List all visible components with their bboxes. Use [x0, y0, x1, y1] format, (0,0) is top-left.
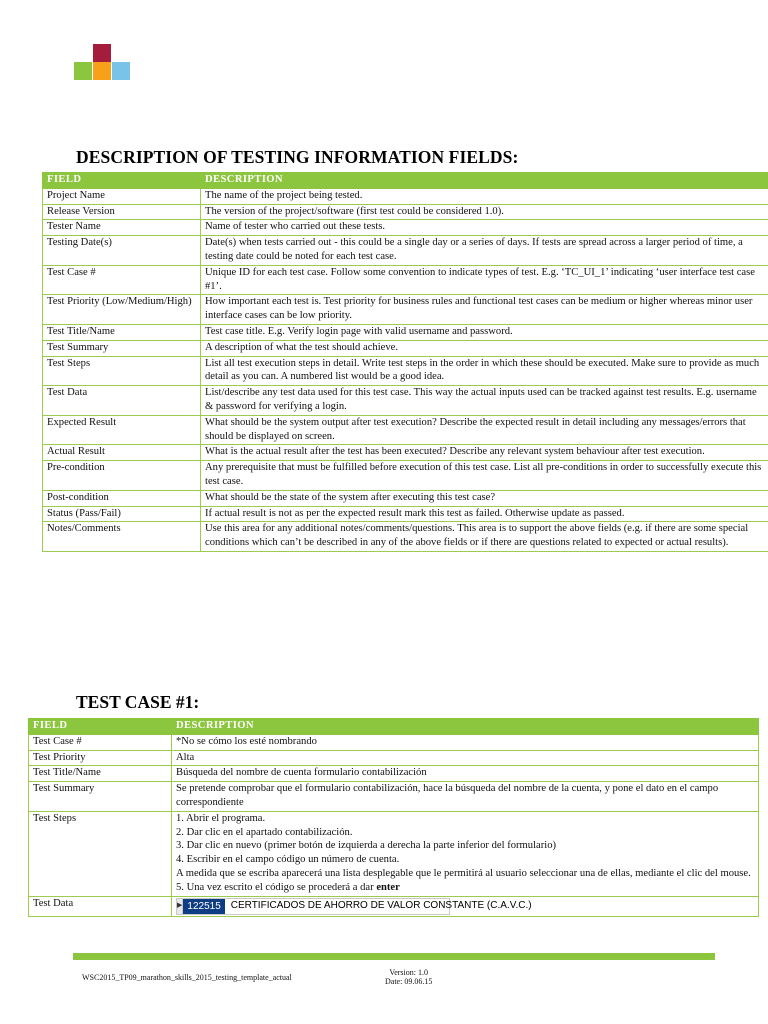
- step-line: 4. Escribir en el campo código un número de cuenta.: [176, 854, 400, 866]
- test-data-cell: [172, 896, 759, 916]
- step-line: 2. Dar clic en el apartado contabilización.: [176, 826, 353, 838]
- test-case-table: [28, 718, 759, 917]
- field-cell: Notes/Comments: [43, 522, 201, 552]
- table-row: [29, 750, 759, 766]
- logo-red-square: [93, 44, 111, 62]
- field-cell: Test Steps: [43, 356, 201, 386]
- field-cell: Test Data: [43, 386, 201, 416]
- description-cell: The version of the project/software (first test could be considered 1.0).: [201, 204, 768, 220]
- field-cell: Test Steps: [29, 811, 172, 896]
- field-cell: Post-condition: [43, 490, 201, 506]
- table-row: [43, 340, 768, 356]
- description-cell: What should be the state of the system after executing this test case?: [201, 490, 768, 506]
- description-cell: Test case title. E.g. Verify login page with valid username and password.: [201, 324, 768, 340]
- footer-version: Version: 1.0: [389, 968, 428, 977]
- header-field: FIELD: [43, 173, 201, 189]
- step-line: 3. Dar clic en nuevo (primer botón de izquierda a derecha la parte inferior del formulario): [176, 840, 557, 852]
- table-row: [43, 461, 768, 491]
- field-cell: Test Priority: [29, 750, 172, 766]
- description-cell: The name of the project being tested.: [201, 188, 768, 204]
- header-description: DESCRIPTION: [172, 719, 759, 735]
- table-row: [43, 386, 768, 416]
- description-cell: Use this area for any additional notes/comments/questions. This area is to support the above fields (e.g. if there are some special conditions which can’t be described in any of the above fields or if there are questions related to expected or actual results).: [201, 522, 768, 552]
- field-cell: Status (Pass/Fail): [43, 506, 201, 522]
- description-cell: Unique ID for each test case. Follow some convention to indicate types of test. E.g. ‘TC_UI_1’ indicating ‘user interface test case #1’.: [201, 265, 768, 295]
- logo-green-square: [74, 62, 92, 80]
- table-header-row: [29, 719, 759, 735]
- description-cell: How important each test is. Test priority for business rules and functional test cases can be medium or higher whereas minor user interface cases can be low priority.: [201, 295, 768, 325]
- description-cell: Date(s) when tests carried out - this could be a single day or a series of days. If tests are spread across a larger period of time, a testing date could be noted for each test case.: [201, 236, 768, 266]
- table-row: [29, 734, 759, 750]
- table-row: [43, 188, 768, 204]
- table-row-test-data: [29, 896, 759, 916]
- field-cell: Project Name: [43, 188, 201, 204]
- table-row: [43, 490, 768, 506]
- table-header-row: [43, 173, 768, 189]
- description-cell: Name of tester who carried out these tests.: [201, 220, 768, 236]
- section-title-test-case: TEST CASE #1:: [76, 692, 200, 712]
- description-cell: List/describe any test data used for this test case. This way the actual inputs used can be tracked against test results. E.g. username & password for verifying a login.: [201, 386, 768, 416]
- table-row: [43, 506, 768, 522]
- field-cell: Test Summary: [43, 340, 201, 356]
- description-cell: Any prerequisite that must be fulfilled before execution of this test case. List all pre-conditions in order to successfully execute this test case.: [201, 461, 768, 491]
- field-cell: Test Case #: [43, 265, 201, 295]
- field-cell: Test Priority (Low/Medium/High): [43, 295, 201, 325]
- table-row: [43, 204, 768, 220]
- table-row: [43, 356, 768, 386]
- account-name: CERTIFICADOS DE AHORRO DE VALOR CONSTANTE (C.A.V.C.): [230, 900, 532, 912]
- section-title-fields: DESCRIPTION OF TESTING INFORMATION FIELDS:: [76, 147, 519, 167]
- row-selector-arrow-icon: ▶: [177, 899, 183, 914]
- field-cell: Pre-condition: [43, 461, 201, 491]
- table-row: [43, 265, 768, 295]
- footer-version-block: [385, 968, 432, 986]
- table-row: [43, 236, 768, 266]
- footer-filename: WSC2015_TP09_marathon_skills_2015_testing_template_actual: [82, 973, 292, 982]
- description-cell: A description of what the test should achieve.: [201, 340, 768, 356]
- table-row: [43, 445, 768, 461]
- field-cell: Test Title/Name: [43, 324, 201, 340]
- description-cell: What is the actual result after the test has been executed? Describe any relevant system behaviour after test execution.: [201, 445, 768, 461]
- step-line: 1. Abrir el programa.: [176, 812, 266, 824]
- step5-bold: enter: [376, 881, 400, 893]
- logo-blue-square: [112, 62, 130, 80]
- footer-divider: [73, 953, 715, 960]
- field-cell: Test Data: [29, 896, 172, 916]
- fields-description-table: [42, 172, 768, 552]
- table-row: [29, 766, 759, 782]
- field-cell: Tester Name: [43, 220, 201, 236]
- company-logo: [74, 44, 130, 80]
- field-cell: Test Summary: [29, 782, 172, 812]
- steps-cell: [172, 811, 759, 896]
- description-cell: If actual result is not as per the expected result mark this test as failed. Otherwise update as passed.: [201, 506, 768, 522]
- description-cell: Se pretende comprobar que el formulario contabilización, hace la búsqueda del nombre de la cuenta, y pone el dato en el campo correspondiente: [172, 782, 759, 812]
- step5-text: 5. Una vez escrito el código se procederá a dar: [176, 881, 377, 893]
- step-line: [176, 881, 754, 895]
- table-row: [43, 324, 768, 340]
- description-cell: List all test execution steps in detail. Write test steps in the order in which these should be executed. Make sure to provide as much detail as you can. A numbered list would be a good idea.: [201, 356, 768, 386]
- table-row: [43, 522, 768, 552]
- step-line: A medida que se escriba aparecerá una lista desplegable que le permitirá al usuario seleccionar una de ellas, mediante el clic del mouse.: [176, 867, 751, 879]
- table-row: [43, 220, 768, 236]
- description-cell: What should be the system output after test execution? Describe the expected result in detail including any messages/errors that should be displayed on screen.: [201, 415, 768, 445]
- table-row: [43, 415, 768, 445]
- table-row-test-steps: [29, 811, 759, 896]
- field-cell: Actual Result: [43, 445, 201, 461]
- account-code: 122515: [183, 899, 224, 914]
- test-data-screenshot: [176, 898, 532, 915]
- field-cell: Release Version: [43, 204, 201, 220]
- footer-date: Date: 09.06.15: [385, 977, 433, 986]
- description-cell: *No se cómo los esté nombrando: [172, 734, 759, 750]
- field-cell: Expected Result: [43, 415, 201, 445]
- field-cell: Testing Date(s): [43, 236, 201, 266]
- table-row: [29, 782, 759, 812]
- description-cell: Alta: [172, 750, 759, 766]
- field-cell: Test Title/Name: [29, 766, 172, 782]
- table-row: [43, 295, 768, 325]
- field-cell: Test Case #: [29, 734, 172, 750]
- description-cell: Búsqueda del nombre de cuenta formulario contabilización: [172, 766, 759, 782]
- header-description: DESCRIPTION: [201, 173, 768, 189]
- logo-orange-square: [93, 62, 111, 80]
- header-field: FIELD: [29, 719, 172, 735]
